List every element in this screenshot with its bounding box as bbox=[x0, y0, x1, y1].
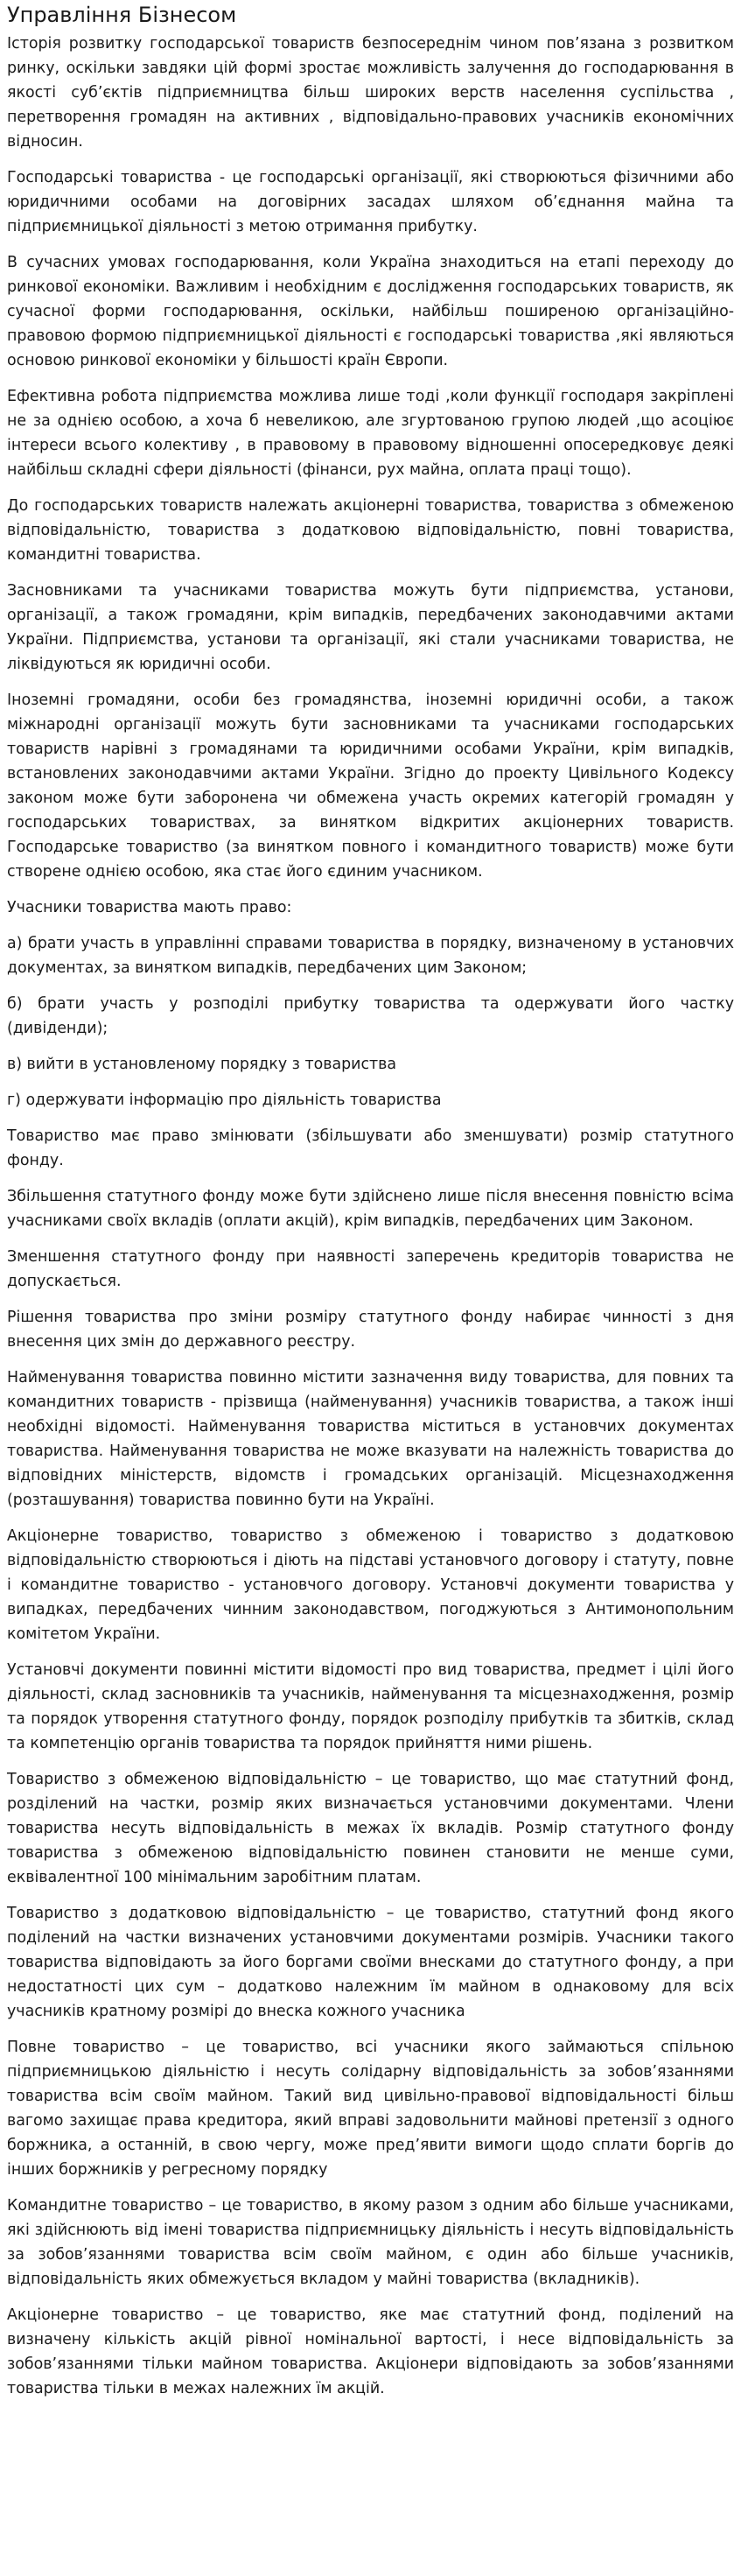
paragraph-fund-change: Товариство має право змінювати (збільшувати або зменшувати) розмір статутного фонду. bbox=[7, 1127, 734, 1169]
paragraph-right-b: б) брати участь у розподілі прибутку товариства та одержувати його частку (дивіденди); bbox=[7, 995, 734, 1037]
paragraph-definition: Господарські товариства - це господарські організації, які створюються фізичними або юридичними особами на договірних засадах шляхом об’єднання майна та підприємницької діяльності з метою отримання прибутку. bbox=[7, 169, 734, 235]
paragraph-founders: Засновниками та учасниками товариства можуть бути підприємства, установи, організації, а також громадяни, крім випадків, передбачених законодавчими актами України. Підприємства, установи та організації, які стали учасниками товариства, не ліквідуються як юридичні особи. bbox=[7, 582, 734, 673]
paragraph-effective-work: Ефективна робота підприємства можлива лише тоді ,коли функції господаря закріплені не за однією особою, а хоча б невеликою, але згуртованою групою людей ,що асоціює інтереси всього колективу , в правовому в правовому відношенні опосередковує деякі найбільш складні сфери діяльності (фінанси, рух майна, оплата праці тощо). bbox=[7, 388, 734, 479]
page-title: Управління Бізнесом bbox=[7, 3, 237, 27]
paragraph-fund-decision: Рішення товариства про зміни розміру статутного фонду набирає чинності з дня внесення цих змін до державного реєстру. bbox=[7, 1309, 734, 1351]
paragraph-right-d: г) одержувати інформацію про діяльність товариства bbox=[7, 1091, 442, 1109]
paragraph-rights-intro: Учасники товариства мають право: bbox=[7, 899, 292, 916]
paragraph-fund-increase: Збільшення статутного фонду може бути здійснено лише після внесення повністю всіма учасниками своїх вкладів (оплати акцій), крім випадків, передбачених цим Законом. bbox=[7, 1188, 734, 1230]
paragraph-fund-decrease: Зменшення статутного фонду при наявності заперечень кредиторів товариства не допускається. bbox=[7, 1248, 734, 1290]
paragraph-alc: Товариство з додатковою відповідальністю – це товариство, статутний фонд якого поділений на частки визначених установчими документами розмірів. Учасники такого товариства відповідають за його боргами своїми внесками до статутного фонду, а при недостатності цих сум – додатково належним їм майном в однаковому для всіх учасників кратному розмірі до внеска кожного учасника bbox=[7, 1905, 734, 2020]
article-body bbox=[7, 32, 734, 2401]
paragraph-general-partnership: Повне товариство – це товариство, всі учасники якого займаються спільною підприємницькою діяльністю і несуть солідарну відповідальність за зобов’язаннями товариства всім своїм майном. Такий вид цивільно-правової відповідальності більш вагомо захищає права кредитора, який вправі задовольнити майнові претензії з одного боржника, а останній, в свою чергу, може пред’явити вимоги щодо сплати боргів до інших боржників у регресному порядку bbox=[7, 2039, 734, 2179]
paragraph-joint-stock: Акціонерне товариство – це товариство, яке має статутний фонд, поділений на визначену кількість акцій рівної номінальної вартості, і несе відповідальність за зобов’язаннями тільки майном товариства. Акціонери відповідають за зобов’язаннями товариства тільки в межах належних їм акцій. bbox=[7, 2306, 734, 2397]
paragraph-foreigners: Іноземні громадяни, особи без громадянства, іноземні юридичні особи, а також міжнародні організації можуть бути засновниками та учасниками господарських товариств нарівні з громадянами та юридичними особами України, крім випадків, встановлених законодавчими актами України. Згідно до проекту Цивільного Кодексу законом може бути заборонена чи обмежена участь окремих категорій громадян у господарських товариствах, за винятком відкритих акціонерних товариств. Господарське товариство (за винятком повного і командитного товариств) може бути створене однією особою, яка стає його єдиним учасником. bbox=[7, 691, 734, 881]
paragraph-right-a: а) брати участь в управлінні справами товариства в порядку, визначеному в установчих документах, за винятком випадків, передбачених цим Законом; bbox=[7, 935, 734, 977]
paragraph-documents-content: Установчі документи повинні містити відомості про вид товариства, предмет і цілі його діяльності, склад засновників та учасників, найменування та місцезнаходження, розмір та порядок утворення статутного фонду, порядок розподілу прибутків та збитків, склад та компетенцію органів товариства та порядок прийняття ними рішень. bbox=[7, 1661, 734, 1752]
paragraph-types: До господарських товариств належать акціонерні товариства, товариства з обмеженою відповідальністю, товариства з додатковою відповідальністю, повні товариства, командитні товариства. bbox=[7, 497, 734, 564]
paragraph-right-c: в) вийти в установленому порядку з товариства bbox=[7, 1056, 397, 1073]
paragraph-llc: Товариство з обмеженою відповідальністю – це товариство, що має статутний фонд, розділений на частки, розмір яких визначається установчими документами. Члени товариства несуть відповідальність в межах їх вкладів. Розмір статутного фонду товариства з обмеженою відповідальністю повинен становити не менше суми, еквівалентної 100 мінімальним заробітним платам. bbox=[7, 1771, 734, 1886]
paragraph-modern-conditions: В сучасних умовах господарювання, коли Україна знаходиться на етапі переходу до ринкової економіки. Важливим і необхідним є дослідження господарських товариств, як сучасної форми господарювання, оскільки, найбільш поширеною організаційно-правовою формою підприємницької діяльності є господарські товариства ,які являються основою ринкової економіки у більшості країн Європи. bbox=[7, 254, 734, 369]
paragraph-limited-partnership: Командитне товариство – це товариство, в якому разом з одним або більше учасниками, які здійснюють від імені товариства підприємницьку діяльність і несуть відповідальність за зобов’язаннями товариства всім своїм майном, є один або більше учасників, відповідальність яких обмежується вкладом у майні товариства (вкладників). bbox=[7, 2197, 734, 2288]
paragraph-founding-documents: Акціонерне товариство, товариство з обмеженою і товариство з додатковою відповідальністю створюються і діють на підставі установчого договору і статуту, повне і командитне товариство - установчого договору. Установчі документи товариства у випадках, передбачених чинним законодавством, погоджуються з Антимонопольним комітетом України. bbox=[7, 1527, 734, 1643]
paragraph-history: Історія розвитку господарської товариств безпосереднім чином пов’язана з розвитком ринку, оскільки завдяки цій формі зростає можливість залучення до господарювання в якості суб’єктів підприємництва більш широких верств населення суспільства , перетворення громадян на активних , відповідально-правових учасників економічних відносин. bbox=[7, 35, 734, 151]
paragraph-naming: Найменування товариства повинно містити зазначення виду товариства, для повних та командитних товариств - прізвища (найменування) учасників товариства, а також інші необхідні відомості. Найменування товариства міститься в установчих документах товариства. Найменування товариства не може вказувати на належність товариства до відповідних міністерств, відомств і громадських організацій. Місцезнаходження (розташування) товариства повинно бути на Україні. bbox=[7, 1369, 734, 1509]
